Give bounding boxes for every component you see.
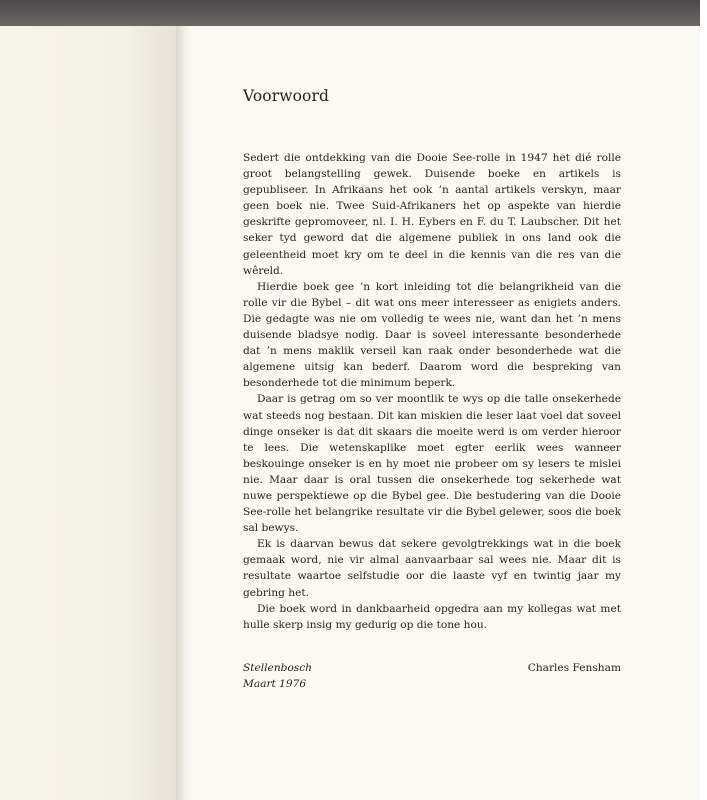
signoff-place: Stellenbosch [243,662,313,674]
book-gutter [176,26,190,800]
paragraph: Ek is daarvan bewus dat sekere gevolgtrekkings wat in die boek gemaak word, nie vir almal aanvaarbaar sal wees nie. Maar dit is resultate waartoe selfstudie oor die laaste vyf en twintig jaar my gebring het. [243,538,621,599]
paragraph: Daar is getrag om so ver moontlik te wys op die talle onsekerhede wat steeds nog bestaan. Dit kan miskien die leser laat voel dat soveel dinge onseker is dat dit skaars die moeite werd is om verder hieroor te lees. Die wetenskaplike moet egter eerlik wees wanneer beskouinge onseker is en hy moet nie probeer om sy lesers te mislei nie. Maar daar is oral tussen die onsekerhede tog sekerhede wat nuwe perspektiewe op die Bybel gee. Die bestudering van die Dooie See-rolle het belangrike resultate vir die Bybel gelewer, soos die boek sal bewys. [243,393,621,535]
paragraph: Sedert die ontdekking van die Dooie See-rolle in 1947 het dié rolle groot belangstelling gewek. Duisende boeke en artikels is gepubliseer. In Afrikaans het ook ’n aantal artikels verskyn, maar geen boek nie. Twee Suid-Afrikaners het op aspekte van hierdie geskrifte gepromoveer, nl. I. H. Eybers en F. du T. Laubscher. Dit het seker tyd geword dat die algemene publiek in ons land ook die geleentheid moet kry om te deel in die kennis van die res van die wêreld. [243,152,621,277]
right-page [243,86,621,691]
signoff-author: Charles Fensham [527,662,621,674]
paragraph: Die boek word in dankbaarheid opgedra aan my kollegas wat met hulle skerp insig my gedurig op die tone hou. [243,602,621,631]
signoff [243,660,621,693]
paragraph: Hierdie boek gee ’n kort inleiding tot die belangrikheid van die rolle vir die Bybel – dit wat ons meer interesseer as enigiets anders. Die gedagte was nie om volledig te wees nie, want dan het ’n mens duisende bladsye nodig. Daar is soveel interessante besonderhede dat ’n mens maklik verseil kan raak onder besonderhede wat die algemene uitsig kan bederf. Daarom word die bespreking van besonderhede tot die minimum beperk. [243,280,621,390]
page-title: Voorwoord [243,87,330,105]
left-blank-page [0,26,178,800]
cover-edge [0,0,700,26]
foreword-body [243,150,621,633]
signoff-date: Maart 1976 [243,678,307,691]
scan-margin [700,0,707,800]
